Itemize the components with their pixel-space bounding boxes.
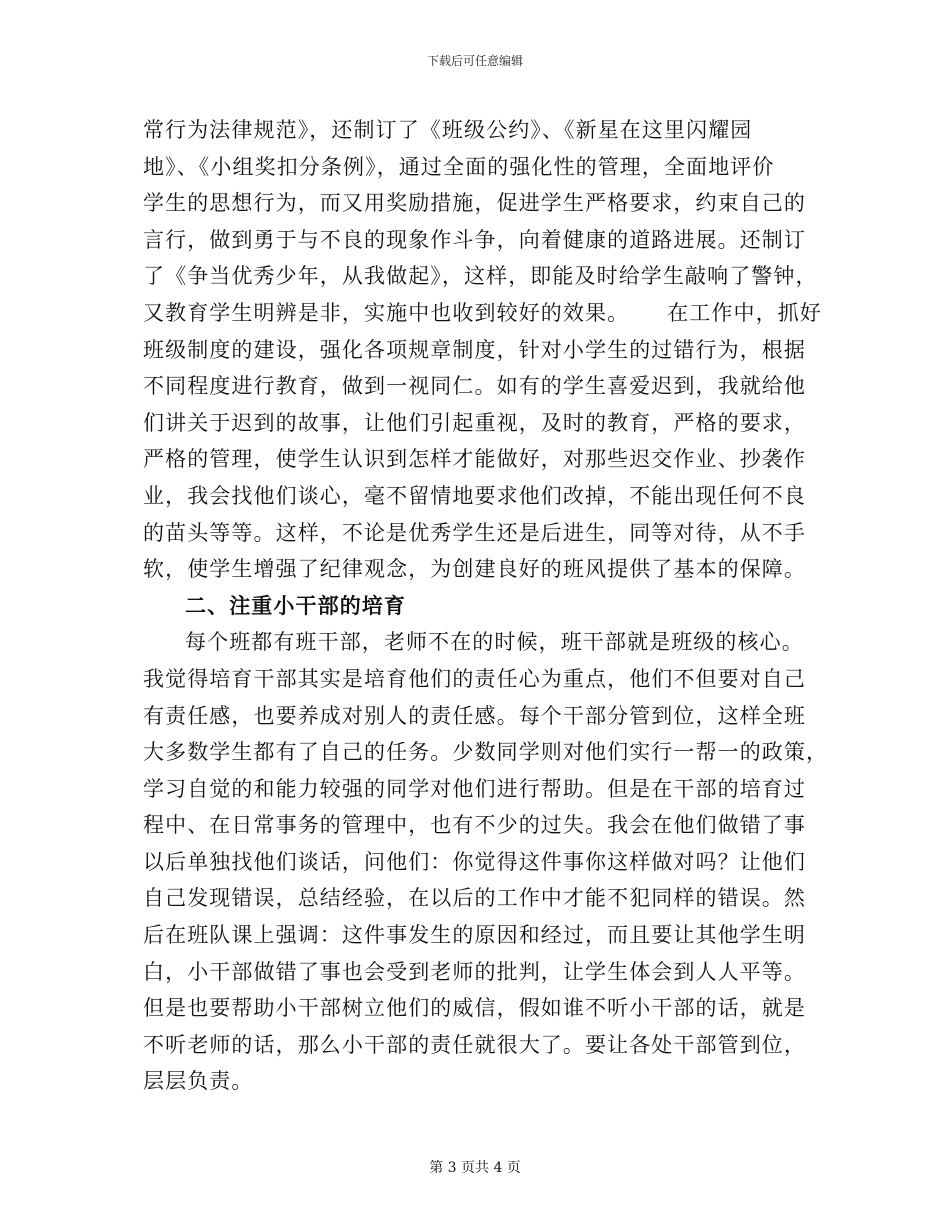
paragraph-line: 有责任感，也要养成对别人的责任感。每个干部分管到位，这样全班 bbox=[143, 703, 806, 728]
paragraph-line: 学习自觉的和能力较强的同学对他们进行帮助。但是在干部的培育过 bbox=[143, 776, 806, 801]
paragraph-line: 的苗头等等。这样，不论是优秀学生还是后进生，同等对待，从不手 bbox=[143, 520, 806, 545]
paragraph-line: 不同程度进行教育，做到一视同仁。如有的学生喜爱迟到，我就给他 bbox=[143, 374, 806, 399]
paragraph-line: 每个班都有班干部，老师不在的时候，班干部就是班级的核心。 bbox=[185, 630, 804, 655]
paragraph-line: 学生的思想行为，而又用奖励措施，促进学生严格要求，约束自己的 bbox=[143, 191, 806, 216]
paragraph-line: 业，我会找他们谈心，毫不留情地要求他们改掉，不能出现任何不良 bbox=[143, 483, 806, 508]
paragraph-line: 自己发现错误，总结经验，在以后的工作中才能不犯同样的错误。然 bbox=[143, 886, 806, 911]
paragraph-line: 严格的管理，使学生认识到怎样才能做好，对那些迟交作业、抄袭作 bbox=[143, 447, 806, 472]
paragraph-line: 我觉得培育干部其实是培育他们的责任心为重点，他们不但要对自己 bbox=[143, 666, 806, 691]
paragraph-line: 大多数学生都有了自己的任务。少数同学则对他们实行一帮一的政策， bbox=[143, 740, 829, 765]
paragraph-line: 后在班队课上强调：这件事发生的原因和经过，而且要让其他学生明 bbox=[143, 923, 806, 948]
paragraph-line: 班级制度的建设，强化各项规章制度，针对小学生的过错行为，根据 bbox=[143, 337, 806, 362]
paragraph-line-part: 在工作中，抓好 bbox=[667, 300, 822, 325]
paragraph-line bbox=[143, 295, 822, 332]
paragraph-line: 程中、在日常事务的管理中，也有不少的过失。我会在他们做错了事 bbox=[143, 813, 806, 838]
paragraph-line: 白，小干部做错了事也会受到老师的批判，让学生体会到人人平等。 bbox=[143, 959, 806, 984]
paragraph-line: 层层负责。 bbox=[143, 1069, 254, 1094]
section-heading: 二、注重小干部的培育 bbox=[185, 593, 406, 618]
paragraph-line: 不听老师的话，那么小干部的责任就很大了。要让各处干部管到位， bbox=[143, 1032, 806, 1057]
paragraph-line: 软，使学生增强了纪律观念，为创建良好的班风提供了基本的保障。 bbox=[143, 557, 806, 582]
paragraph-line: 以后单独找他们谈话，问他们：你觉得这件事你这样做对吗？让他们 bbox=[143, 849, 806, 874]
paragraph-line: 但是也要帮助小干部树立他们的威信，假如谁不听小干部的话，就是 bbox=[143, 996, 806, 1021]
paragraph-line: 言行，做到勇于与不良的现象作斗争，向着健康的道路进展。还制订 bbox=[143, 227, 806, 252]
paragraph-line: 们讲关于迟到的故事，让他们引起重视，及时的教育，严格的要求， bbox=[143, 410, 806, 435]
paragraph-line: 地》、《小组奖扣分条例》，通过全面的强化性的管理，全面地评价 bbox=[143, 154, 775, 179]
paragraph-line: 常行为法律规范》，还制订了《班级公约》、《新星在这里闪耀园 bbox=[143, 118, 753, 142]
page-number: 第 3 页共 4 页 bbox=[429, 1160, 521, 1176]
page-header-note: 下载后可任意编辑 bbox=[426, 54, 523, 68]
document-body bbox=[143, 112, 829, 1100]
paragraph-line: 了《争当优秀少年，从我做起》，这样，即能及时给学生敲响了警钟， bbox=[143, 264, 818, 289]
paragraph-line-part: 又教育学生明辨是非，实施中也收到较好的效果。 bbox=[143, 300, 630, 325]
